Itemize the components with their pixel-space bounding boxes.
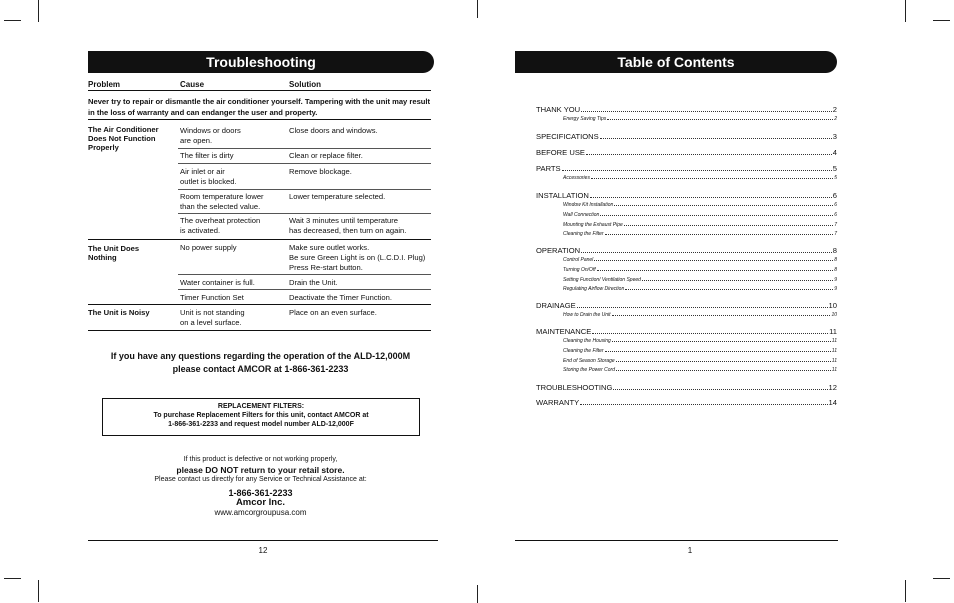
cause-cell: Water container is full.	[180, 278, 255, 287]
cause-cell: Windows or doors are open.	[180, 126, 241, 145]
row-divider	[178, 148, 431, 149]
toc-subentry[interactable]: Cleaning the Housing 11	[563, 338, 837, 344]
toc-subentry[interactable]: Storing the Power Cord 11	[563, 367, 837, 373]
toc-entry[interactable]: DRAINAGE 10	[536, 301, 837, 310]
toc-subentry[interactable]: Window Kit Installation 6	[563, 202, 837, 208]
page-number: 12	[258, 546, 268, 555]
contact-line-2: please DO NOT return to your retail store.	[176, 465, 345, 475]
replacement-line-1: To purchase Replacement Filters for this unit, contact AMCOR at	[153, 412, 369, 419]
toc-subentry[interactable]: Wall Connection 6	[563, 212, 837, 218]
cause-cell: No power supply	[180, 243, 237, 252]
toc-subentry[interactable]: Regulating Airflow Direction 9	[563, 286, 837, 292]
cause-cell: Air inlet or air outlet is blocked.	[180, 167, 237, 186]
header-solution: Solution	[289, 80, 321, 89]
toc-subentry[interactable]: How to Drain the Unit 10	[563, 312, 837, 318]
toc-subentry[interactable]: Setting Function/ Ventilation Speed 9	[563, 277, 837, 283]
toc-subentry[interactable]: Cleaning the Filter 11	[563, 348, 837, 354]
replacement-filters-box	[102, 398, 420, 436]
row-divider	[178, 289, 431, 290]
row-divider	[178, 274, 431, 275]
solution-cell: Close doors and windows.	[289, 126, 378, 135]
solution-cell: Clean or replace filter.	[289, 151, 363, 160]
question-line-2: please contact AMCOR at 1-866-361-2233	[172, 364, 349, 374]
replacement-title: REPLACEMENT FILTERS:	[217, 403, 305, 410]
replacement-line-2: 1-866-361-2233 and request model number ALD-12,000F	[168, 421, 354, 428]
header-cause: Cause	[180, 80, 205, 89]
toc-subentry[interactable]: Turning On/Off 8	[563, 267, 837, 273]
header-rule	[88, 90, 431, 91]
toc-subentry[interactable]: End of Season Storage 11	[563, 358, 837, 364]
cause-cell: Unit is not standing on a level surface.	[180, 308, 245, 327]
solution-cell: Lower temperature selected.	[289, 192, 386, 201]
contact-company: Amcor Inc.	[235, 497, 286, 508]
cause-cell: The overheat protection is activated.	[180, 216, 261, 235]
problem-does-nothing: The Unit Does Nothing	[88, 244, 140, 262]
group-rule	[88, 239, 431, 240]
footer-rule	[88, 540, 438, 541]
solution-cell: Make sure outlet works. Be sure Green Light is on (L.C.D.I. Plug) Press Re-start button.	[289, 243, 426, 272]
warning-rule	[88, 119, 431, 120]
group-rule	[88, 304, 431, 305]
solution-cell: Remove blockage.	[289, 167, 352, 176]
page-number: 1	[687, 546, 693, 555]
toc-title: Table of Contents	[515, 51, 837, 73]
contact-line-1: If this product is defective or not working properly,	[183, 456, 338, 463]
toc-entry[interactable]: SPECIFICATIONS 3	[536, 132, 837, 141]
toc-entry[interactable]: TROUBLESHOOTING 12	[536, 383, 837, 392]
service-contact	[88, 455, 433, 518]
row-divider	[178, 163, 431, 164]
solution-cell: Place on an even surface.	[289, 308, 377, 317]
footer-rule	[515, 540, 838, 541]
table-bottom-rule	[88, 330, 431, 331]
solution-cell: Wait 3 minutes until temperature has decreased, then turn on again.	[289, 216, 407, 235]
toc-entry[interactable]: MAINTENANCE 11	[536, 327, 837, 336]
cause-cell: Room temperature lower than the selected value.	[180, 192, 264, 211]
toc-entry[interactable]: BEFORE USE 4	[536, 148, 837, 157]
toc-subentry[interactable]: Accessories 5	[563, 175, 837, 181]
table-of-contents-page	[477, 0, 954, 603]
toc-entry[interactable]: INSTALLATION 6	[536, 191, 837, 200]
problem-noisy: The Unit is Noisy	[88, 308, 150, 317]
cause-cell: The filter is dirty	[180, 151, 234, 160]
contact-phone: 1-866-361-2233	[228, 488, 293, 498]
row-divider	[178, 213, 431, 214]
contact-url: www.amcorgroupusa.com	[214, 508, 307, 517]
cause-cell: Timer Function Set	[180, 293, 244, 302]
toc-entry[interactable]: WARRANTY 14	[536, 398, 837, 407]
toc-entry[interactable]: THANK YOU 2	[536, 105, 837, 114]
toc-entry[interactable]: OPERATION 8	[536, 246, 837, 255]
toc-subentry[interactable]: Control Panel 8	[563, 257, 837, 263]
contact-line-3: Please contact us directly for any Service or Technical Assistance at:	[154, 476, 367, 483]
question-line-1: If you have any questions regarding the operation of the ALD-12,000M	[110, 351, 411, 361]
toc-subentry[interactable]: Energy Saving Tips 2	[563, 116, 837, 122]
solution-cell: Drain the Unit.	[289, 278, 338, 287]
troubleshooting-title: Troubleshooting	[88, 51, 434, 73]
toc-subentry[interactable]: Cleaning the Filter 7	[563, 231, 837, 237]
toc-subentry[interactable]: Mounting the Exhaust Pipe 7	[563, 222, 837, 228]
header-problem: Problem	[88, 80, 121, 89]
contact-question	[88, 350, 433, 376]
problem-not-function: The Air Conditioner Does Not Function Properly	[88, 125, 159, 152]
row-divider	[178, 189, 431, 190]
warning-text: Never try to repair or dismantle the air conditioner yourself. Tampering with the unit may result in the loss of warranty and can endanger the user and property.	[88, 97, 431, 117]
toc-entry[interactable]: PARTS 5	[536, 164, 837, 173]
solution-cell: Deactivate the Timer Function.	[289, 293, 392, 302]
